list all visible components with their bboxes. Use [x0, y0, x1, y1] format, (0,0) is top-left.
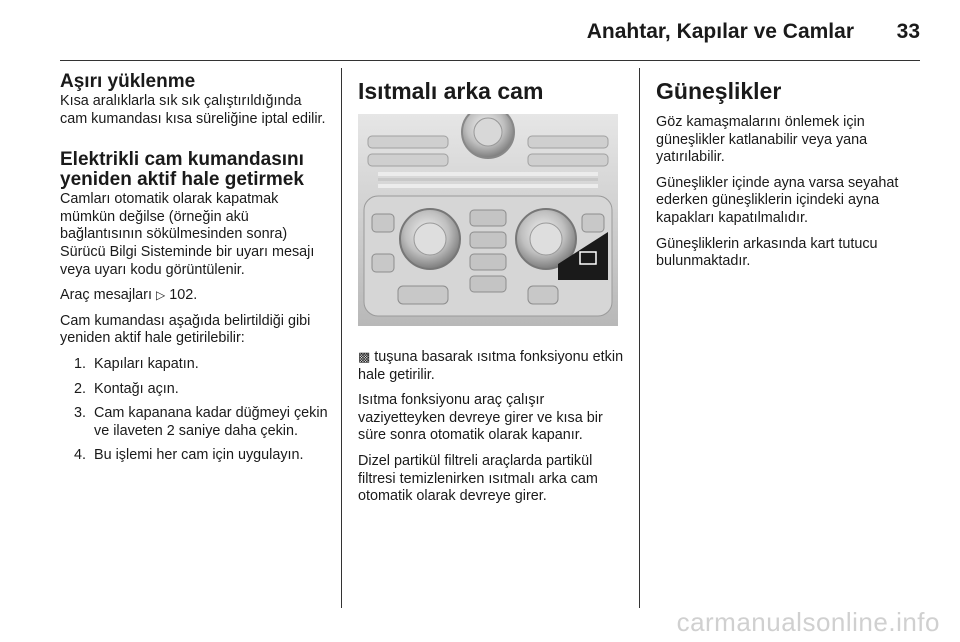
heated-rear-window-paragraph-3: Dizel partikül filtreli araçlarda partikül filtresi temizlenirken ısıtmalı arka cam otomatik olarak devreye girer.	[358, 452, 598, 505]
reactivate-paragraph: Camları otomatik olarak kapatmak mümkün değilse (örneğin akü bağlantısının sökülmesinden sonra) Sürücü Bilgi Sisteminde bir uyarı mesajı veya uyarı kodu görüntülenir.	[60, 191, 315, 278]
page-header	[60, 18, 920, 48]
section-heading-sun-visors: Güneşlikler	[656, 78, 782, 104]
vehicle-messages-reference	[60, 287, 330, 305]
column-divider-right	[639, 68, 640, 608]
right-column	[656, 72, 921, 279]
overload-paragraph: Kısa aralıklarla sık sık çalıştırıldığında cam kumandası kısa süreliğine iptal edilir.	[60, 93, 326, 127]
sun-visors-paragraph-3: Güneşliklerin arkasında kart tutucu bulunmaktadır.	[656, 235, 878, 270]
list-item: 2. Kontağı açın.	[73, 380, 179, 397]
middle-column	[358, 72, 626, 514]
page-reference-icon: ▷	[155, 288, 166, 303]
sun-visors-paragraph-1: Göz kamaşmalarını önlemek için güneşlikler katlanabilir veya yana yatırılabilir.	[656, 114, 868, 166]
steps-list	[60, 356, 330, 465]
list-item: 4. Bu işlemi her cam için uygulayın.	[73, 447, 304, 464]
rear-defrost-icon: ▩	[358, 349, 371, 364]
section-heading-reactivate: Elektrikli cam kumandasını yeniden aktif hale getirmek	[60, 149, 304, 191]
list-item: 3. Cam kapanana kadar düğmeyi çekin ve ilaveten 2 saniye daha çekin.	[73, 405, 328, 439]
page-number: 33	[896, 20, 920, 43]
climate-control-panel-photo	[358, 114, 618, 326]
watermark: carmanualsonline.info	[676, 607, 940, 637]
sun-visors-paragraph-2: Güneşlikler içinde ayna varsa seyahat ederken güneşliklerin içindeki ayna kapakları kapatılmalıdır.	[656, 174, 899, 226]
heated-rear-window-paragraph-2: Isıtma fonksiyonu araç çalışır vaziyetteyken devreye girer ve kısa bir süre sonra otomatik olarak kapanır.	[358, 392, 603, 444]
climate-panel-illustration	[358, 114, 618, 326]
left-column	[60, 72, 330, 472]
heated-rear-window-paragraph-1: ▩ tuşuna basarak ısıtma fonksiyonu etkin hale getirilir.	[358, 349, 624, 383]
page-title: Anahtar, Kapılar ve Camlar	[586, 20, 854, 43]
section-heading-overload: Aşırı yüklenme	[60, 71, 196, 92]
section-heading-heated-rear-window: Isıtmalı arka cam	[358, 78, 544, 104]
list-item: 1. Kapıları kapatın.	[73, 355, 199, 372]
reference-label: Araç mesajları	[60, 287, 152, 304]
steps-intro: Cam kumandası aşağıda belirtildiği gibi yeniden aktif hale getirilebilir:	[60, 312, 311, 347]
header-rule	[60, 60, 920, 61]
reference-page: 102.	[169, 287, 198, 304]
column-divider-left	[341, 68, 342, 608]
